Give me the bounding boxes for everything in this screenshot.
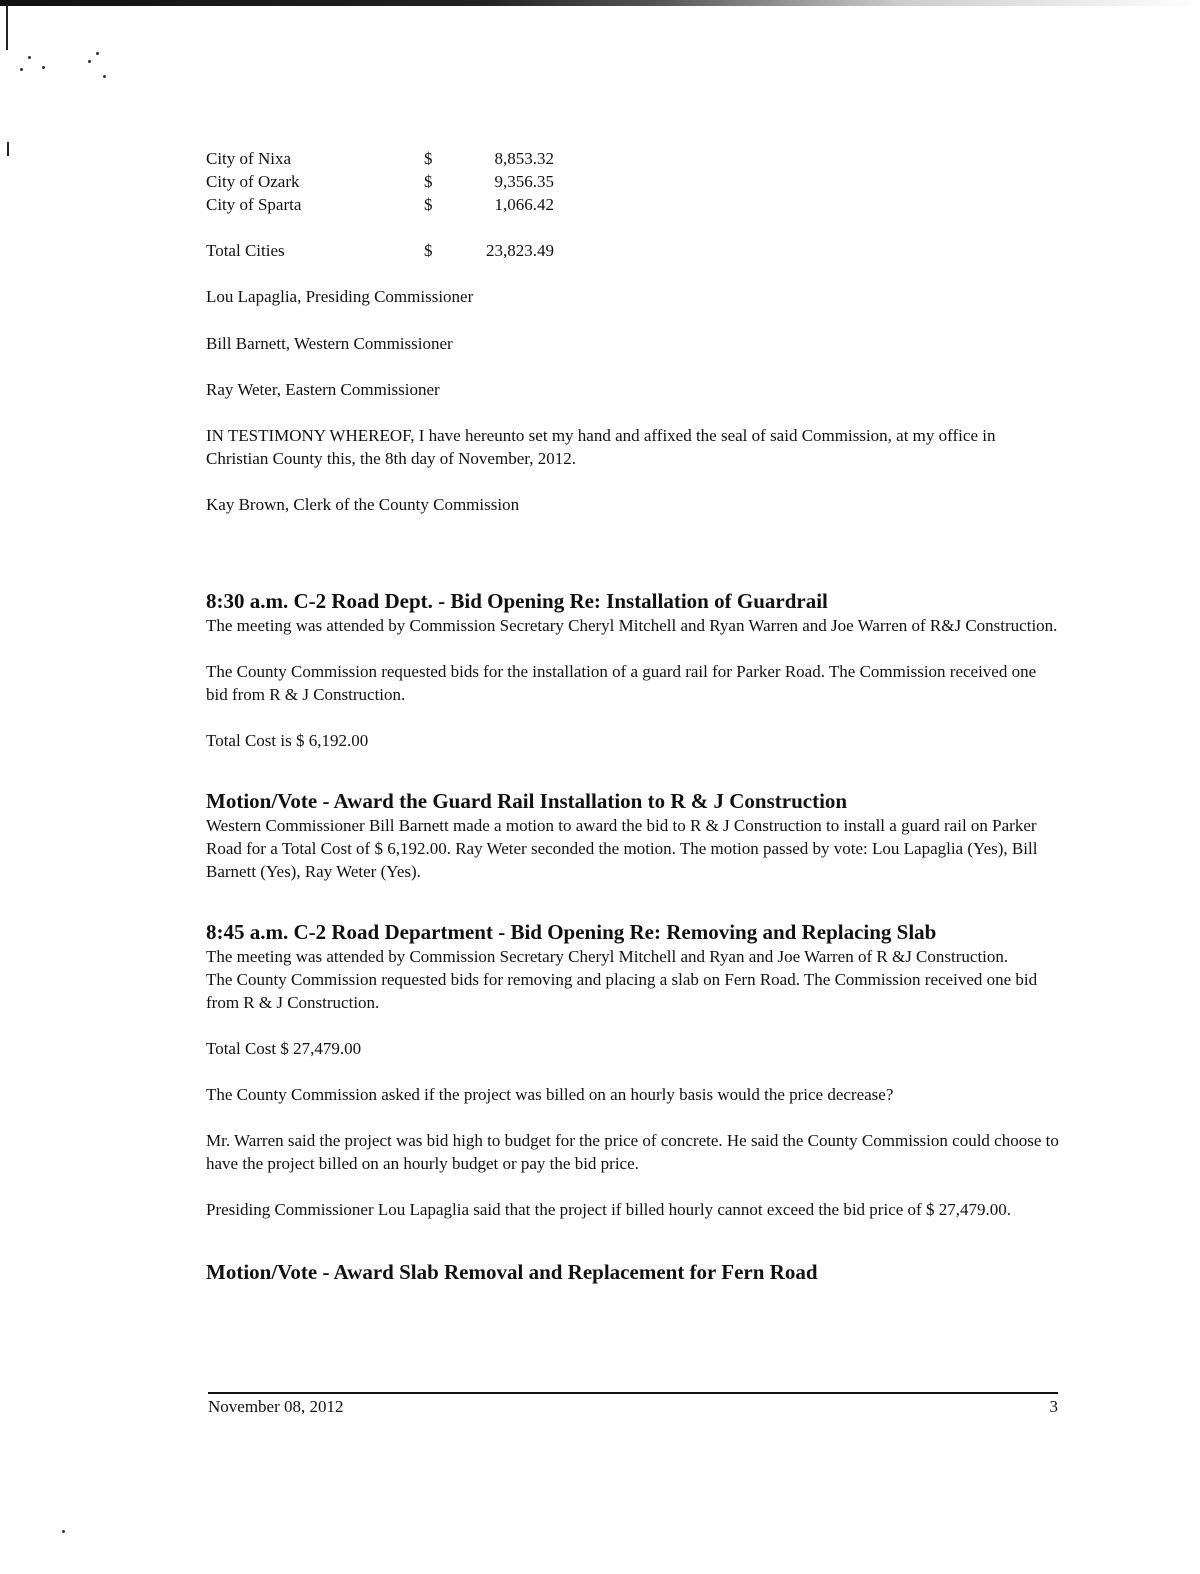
signature-eastern: Ray Weter, Eastern Commissioner (206, 380, 440, 399)
section-heading: 8:45 a.m. C-2 Road Department - Bid Opening Re: Removing and Replacing Slab (206, 920, 937, 944)
motion-paragraph: Western Commissioner Bill Barnett made a motion to award the bid to R & J Construction to install a guard rail on Parker Road for a Total Cost of $ 6,192.00. Ray Weter seconded the motion. The motion passed by vote: Lou Lapaglia (Yes), Bill Barnett (Yes), Ray Weter (Yes). (206, 816, 1038, 881)
attendance-paragraph: The meeting was attended by Commission Secretary Cheryl Mitchell and Ryan and Joe Warren of R &J Construction. (206, 947, 1009, 966)
city-name: City of Sparta (206, 195, 302, 214)
currency-symbol: $ (424, 195, 433, 214)
signature-western: Bill Barnett, Western Commissioner (206, 334, 453, 353)
document-body (206, 147, 1062, 1285)
total-amount: 23,823.49 (486, 241, 554, 260)
table-row (206, 170, 554, 193)
attendance-paragraph: The meeting was attended by Commission Secretary Cheryl Mitchell and Ryan Warren and Joe Warren of R&J Construction. (206, 616, 1058, 635)
section-heading: 8:30 a.m. C-2 Road Dept. - Bid Opening Re: Installation of Guardrail (206, 589, 828, 613)
currency-symbol: $ (424, 241, 433, 260)
scan-mark (7, 142, 9, 156)
scan-speck (88, 60, 91, 63)
lapaglia-paragraph: Presiding Commissioner Lou Lapaglia said that the project if billed hourly cannot exceed the bid price of $ 27,479.00. (206, 1200, 1011, 1219)
scan-edge-left (6, 4, 8, 50)
page-number: 3 (1049, 1397, 1058, 1416)
section-heading: Motion/Vote - Award Slab Removal and Replacement for Fern Road (206, 1260, 818, 1284)
scan-speck (42, 66, 45, 69)
total-cost: Total Cost is $ 6,192.00 (206, 731, 369, 750)
signature-presiding: Lou Lapaglia, Presiding Commissioner (206, 287, 474, 306)
city-name: City of Nixa (206, 149, 291, 168)
city-amount: 1,066.42 (494, 195, 554, 214)
total-cost: Total Cost $ 27,479.00 (206, 1039, 362, 1058)
scan-edge-top (0, 0, 1200, 6)
city-amount: 8,853.32 (494, 149, 554, 168)
question-paragraph: The County Commission asked if the project was billed on an hourly basis would the price decrease? (206, 1085, 894, 1104)
scan-speck (28, 56, 31, 59)
bids-paragraph: The County Commission requested bids for removing and placing a slab on Fern Road. The Commission received one bid from R & J Construction. (206, 970, 1038, 1012)
total-row (206, 239, 554, 262)
section-heading: Motion/Vote - Award the Guard Rail Installation to R & J Construction (206, 789, 848, 813)
city-amount: 9,356.35 (494, 172, 554, 191)
table-row (206, 147, 554, 170)
city-name: City of Ozark (206, 172, 300, 191)
testimony-paragraph: IN TESTIMONY WHEREOF, I have hereunto set my hand and affixed the seal of said Commission, at my office in Christian County this, the 8th day of November, 2012. (206, 426, 996, 468)
total-label: Total Cities (206, 241, 285, 260)
bids-paragraph: The County Commission requested bids for the installation of a guard rail for Parker Road. The Commission received one bid from R & J Construction. (206, 662, 1037, 704)
scan-speck (103, 75, 106, 78)
currency-symbol: $ (424, 149, 433, 168)
footer-date: November 08, 2012 (208, 1397, 344, 1416)
table-row (206, 193, 554, 216)
scan-speck (62, 1530, 65, 1533)
scan-speck (96, 52, 99, 55)
scan-speck (20, 68, 23, 71)
page-footer (208, 1392, 1058, 1418)
city-allocation-table (206, 147, 554, 262)
clerk-signature: Kay Brown, Clerk of the County Commission (206, 495, 520, 514)
currency-symbol: $ (424, 172, 433, 191)
warren-paragraph: Mr. Warren said the project was bid high to budget for the price of concrete. He said the County Commission could choose to have the project billed on an hourly budget or pay the bid price. (206, 1131, 1059, 1173)
